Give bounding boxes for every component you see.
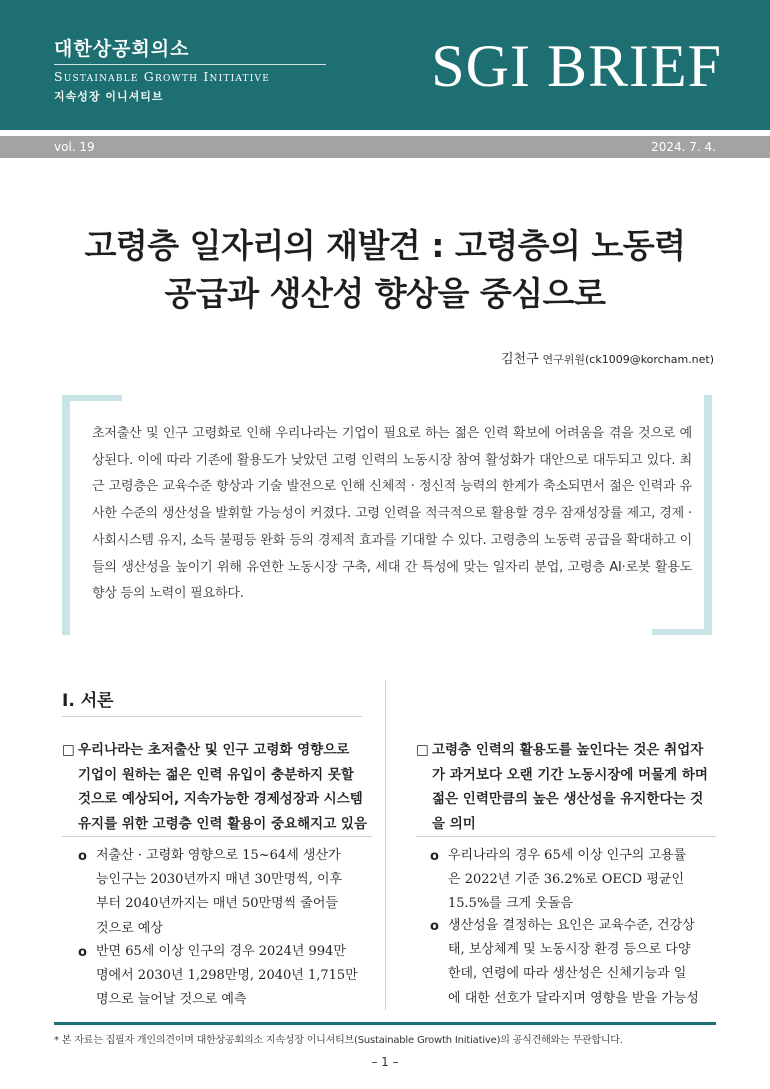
text-line: 반면 65세 이상 인구의 경우 2024년 994만 [96,944,346,959]
right-sub-point-1 [430,844,720,917]
page-number: – 1 – [371,1055,399,1069]
right-sub-point-2 [430,914,720,1011]
text-line: 것으로 예상되어, 지속가능한 경제성장과 시스템 [78,791,363,807]
text-line: 태, 보상체계 및 노동시장 환경 등으로 다양 [448,942,691,958]
square-bullet: □ [62,742,75,758]
right-main-point [416,738,722,836]
text-line: 고령층 인력의 활용도를 높인다는 것은 취업자 [432,742,704,758]
text-line: 명에서 2030년 1,298만명, 2040년 1,715만 [96,968,358,984]
circle-bullet: o [78,849,87,864]
text-line: 15.5%를 크게 웃돌음 [448,896,573,912]
text-line: 부터 2040년까지는 매년 50만명씩 줄어들 [96,896,338,912]
text-line: 저출산 · 고령화 영향으로 15~64세 생산가 [96,848,341,863]
author-info: 연구위원(ck1009@korcham.net) [542,353,714,366]
square-bullet: □ [416,742,429,758]
summary-bracket-left-top [62,395,122,401]
text-line: 유지를 위한 고령층 인력 활용이 중요해지고 있음 [78,815,368,832]
summary-bracket-right-bottom [652,629,712,635]
left-sub-point-1-text [78,844,374,941]
author-name: 김천구 [500,352,539,367]
text-line: 우리나라의 경우 65세 이상 인구의 고용률 [448,848,687,863]
summary-bracket-left [62,395,70,635]
disclaimer: * 본 자료는 집필자 개인의견이며 대한상공회의소 지속성장 이니셔티브(Sustainable Growth Initiative)의 공식견해와는 무관합니다. [54,1035,623,1046]
left-sub-point-1 [78,844,374,941]
circle-bullet: o [430,849,439,864]
text-line: 은 2022년 기준 36.2%로 OECD 평균인 [448,872,685,888]
author-line [501,348,714,367]
text-line: 능인구는 2030년까지 매년 30만명씩, 이후 [96,872,343,888]
column-divider [385,680,386,1010]
text-line: 생산성을 결정하는 요인은 교육수준, 건강상 [448,918,695,933]
summary-bracket-right [704,395,712,635]
publish-date: 2024. 7. 4. [651,140,716,154]
org-name-english: Sustainable Growth Initiative [54,69,270,84]
org-divider [54,64,326,65]
title-line-1: 고령층 일자리의 재발견 : 고령층의 노동력 [84,226,686,265]
org-name-korean: 대한상공회의소 [54,38,190,60]
point-divider [62,836,372,837]
text-line: 을 의미 [432,815,476,832]
document-title [0,222,770,318]
text-line: 기업이 원하는 젊은 인력 유입이 충분하지 못할 [78,766,354,783]
text-line: 에 대한 선호가 달라지며 영향을 받을 가능성 [448,990,699,1006]
title-line-2: 공급과 생산성 향상을 중심으로 [164,274,606,313]
summary-text: 초저출산 및 인구 고령화로 인해 우리나라는 기업이 필요로 하는 젊은 인력 확보에 어려움을 겪을 것으로 예상된다. 이에 따라 기존에 활용도가 낮았던 고령 인력의 노동시장 참여 활성화가 대안으로 대두되고 있다. 최근 고령층은 교육수준 향상과 기술 발전으로 인해 신체적 · 정신적 능력의 한계가 축소되면서 젊은 인력과 유사한 수준의 생산성을 발휘할 가능성이 커졌다. 고령 인력을 적극적으로 활용할 경우 잠재성장률 제고, 경제 · 사회시스템 유지, 소득 불평등 완화 등의 경제적 효과를 기대할 수 있다. 고령층의 노동력 공급을 확대하고 이들의 생산성을 높이기 위해 유연한 노동시장 구축, 세대 간 특성에 맞는 일자리 분업, 고령층 AI·로봇 활용도 향상 등의 노력이 필요하다. [92,426,692,602]
left-sub-point-2-text [78,940,374,1013]
section-heading: Ⅰ. 서론 [62,691,114,711]
point-divider [416,836,716,837]
summary-box [62,395,712,635]
brand-title: SGI BRIEF [431,33,722,99]
right-sub-point-2-text [430,914,720,1011]
left-main-point-text [62,738,372,836]
text-line: 한데, 연령에 따라 생산성은 신체기능과 일 [448,966,687,982]
section-underline [62,716,362,717]
text-line: 우리나라는 초저출산 및 인구 고령화 영향으로 [78,742,350,758]
text-line: 명으로 늘어날 것으로 예측 [96,992,247,1008]
right-main-point-text [416,738,722,836]
org-subtitle-korean: 지속성장 이니셔티브 [54,90,164,103]
circle-bullet: o [78,945,87,960]
left-main-point [62,738,372,836]
footer-rule [54,1022,716,1025]
text-line: 가 과거보다 오랜 기간 노동시장에 머물게 하며 [432,766,708,783]
right-sub-point-1-text [430,844,720,917]
header-banner [0,0,770,130]
left-sub-point-2 [78,940,374,1013]
volume-number: vol. 19 [54,140,95,154]
text-line: 것으로 예상 [96,920,163,936]
circle-bullet: o [430,919,439,934]
text-line: 젊은 인력만큼의 높은 생산성을 유지한다는 것 [432,791,704,807]
volume-bar [0,136,770,158]
